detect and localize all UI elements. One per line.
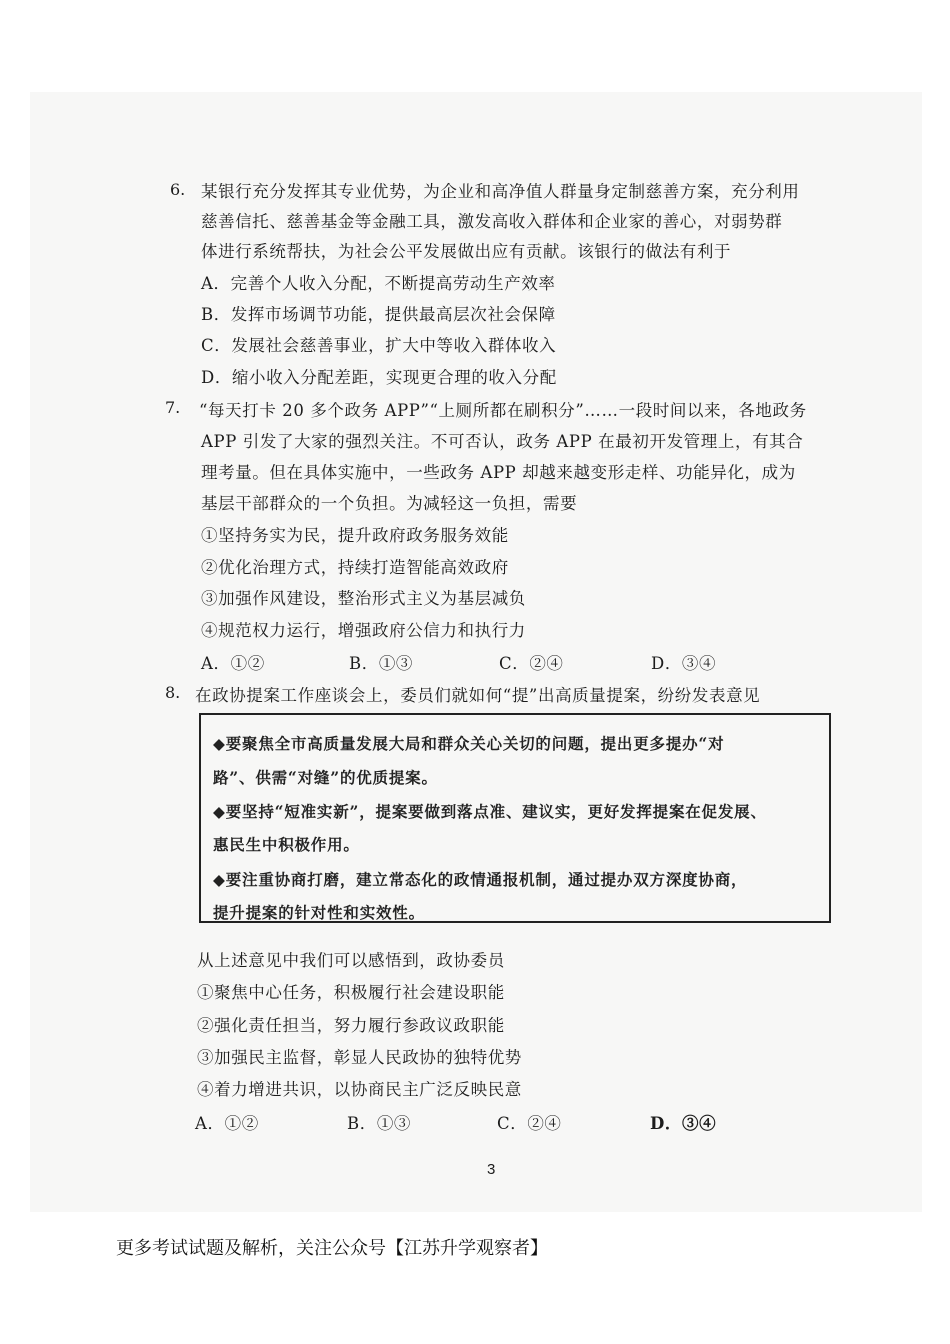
question-8-question: 从上述意见中我们可以感悟到，政协委员 — [197, 951, 505, 970]
question-8-choice-b: B．①③ — [347, 1114, 412, 1133]
question-7-choice-b: B．①③ — [349, 654, 414, 673]
opinion-2-line-2: 惠民生中积极作用。 — [213, 835, 360, 854]
question-7-choice-d: D．③④ — [651, 654, 717, 673]
question-7-stem-line-4: 基层干部群众的一个负担。为减轻这一负担，需要 — [201, 494, 578, 513]
question-8-statement-2: ②强化责任担当，努力履行参政议政职能 — [197, 1016, 505, 1035]
question-6-option-b: B．发挥市场调节功能，提供最高层次社会保障 — [201, 305, 556, 324]
question-7-statement-1: ①坚持务实为民，提升政府政务服务效能 — [201, 526, 509, 545]
question-6-option-d: D．缩小收入分配差距，实现更合理的收入分配 — [201, 368, 557, 387]
question-7-statement-4: ④规范权力运行，增强政府公信力和执行力 — [201, 621, 526, 640]
question-7-stem-line-1: “每天打卡 20 多个政务 APP”“上厕所都在刷积分”……一段时间以来，各地政务 — [199, 401, 807, 420]
question-6-option-a: A．完善个人收入分配，不断提高劳动生产效率 — [201, 274, 556, 293]
question-8-statement-4: ④着力增进共识，以协商民主广泛反映民意 — [197, 1080, 522, 1099]
question-7-stem-line-3: 理考量。但在具体实施中，一些政务 APP 却越来越变形走样、功能异化，成为 — [201, 463, 796, 482]
opinion-1-line-1: ◆要聚焦全市高质量发展大局和群众关心关切的问题，提出更多提办“对 — [213, 734, 725, 753]
question-6-option-c: C．发展社会慈善事业，扩大中等收入群体收入 — [201, 336, 557, 355]
question-8-choice-c: C．②④ — [497, 1114, 562, 1133]
question-6-stem-line-1: 某银行充分发挥其专业优势，为企业和高净值人群量身定制慈善方案，充分利用 — [201, 182, 800, 201]
question-8-choice-a: A．①② — [195, 1114, 259, 1133]
opinion-2-line-1: ◆要坚持“短准实新”，提案要做到落点准、建议实，更好发挥提案在促发展、 — [213, 802, 767, 821]
page-number: 3 — [487, 1161, 496, 1178]
opinion-3-line-2: 提升提案的针对性和实效性。 — [213, 903, 425, 922]
question-6-stem-line-3: 体进行系统帮扶，为社会公平发展做出应有贡献。该银行的做法有利于 — [201, 242, 732, 261]
question-7-statement-2: ②优化治理方式，持续打造智能高效政府 — [201, 558, 509, 577]
question-7-choice-c: C．②④ — [499, 654, 564, 673]
question-8-number: 8. — [165, 683, 181, 702]
opinions-box — [199, 713, 831, 923]
question-8-statement-1: ①聚焦中心任务，积极履行社会建设职能 — [197, 983, 505, 1002]
question-8-choice-d: D．③④ — [650, 1114, 717, 1133]
footer-promo-text: 更多考试试题及解析，关注公众号【江苏升学观察者】 — [116, 1238, 548, 1259]
question-7-stem-line-2: APP 引发了大家的强烈关注。不可否认，政务 APP 在最初开发管理上，有其合 — [201, 432, 804, 451]
question-6-number: 6. — [170, 180, 186, 199]
question-8-statement-3: ③加强民主监督，彰显人民政协的独特优势 — [197, 1048, 522, 1067]
question-7-choice-a: A．①② — [201, 654, 265, 673]
question-7-number: 7. — [165, 398, 181, 417]
question-7-statement-3: ③加强作风建设，整治形式主义为基层减负 — [201, 589, 526, 608]
opinion-1-line-2: 路”、供需“对缝”的优质提案。 — [213, 768, 438, 787]
question-6-stem-line-2: 慈善信托、慈善基金等金融工具，激发高收入群体和企业家的善心，对弱势群 — [201, 212, 783, 231]
opinion-3-line-1: ◆要注重协商打磨，建立常态化的政情通报机制，通过提办双方深度协商， — [213, 870, 748, 889]
question-8-stem: 在政协提案工作座谈会上，委员们就如何“提”出高质量提案，纷纷发表意见 — [195, 686, 761, 705]
